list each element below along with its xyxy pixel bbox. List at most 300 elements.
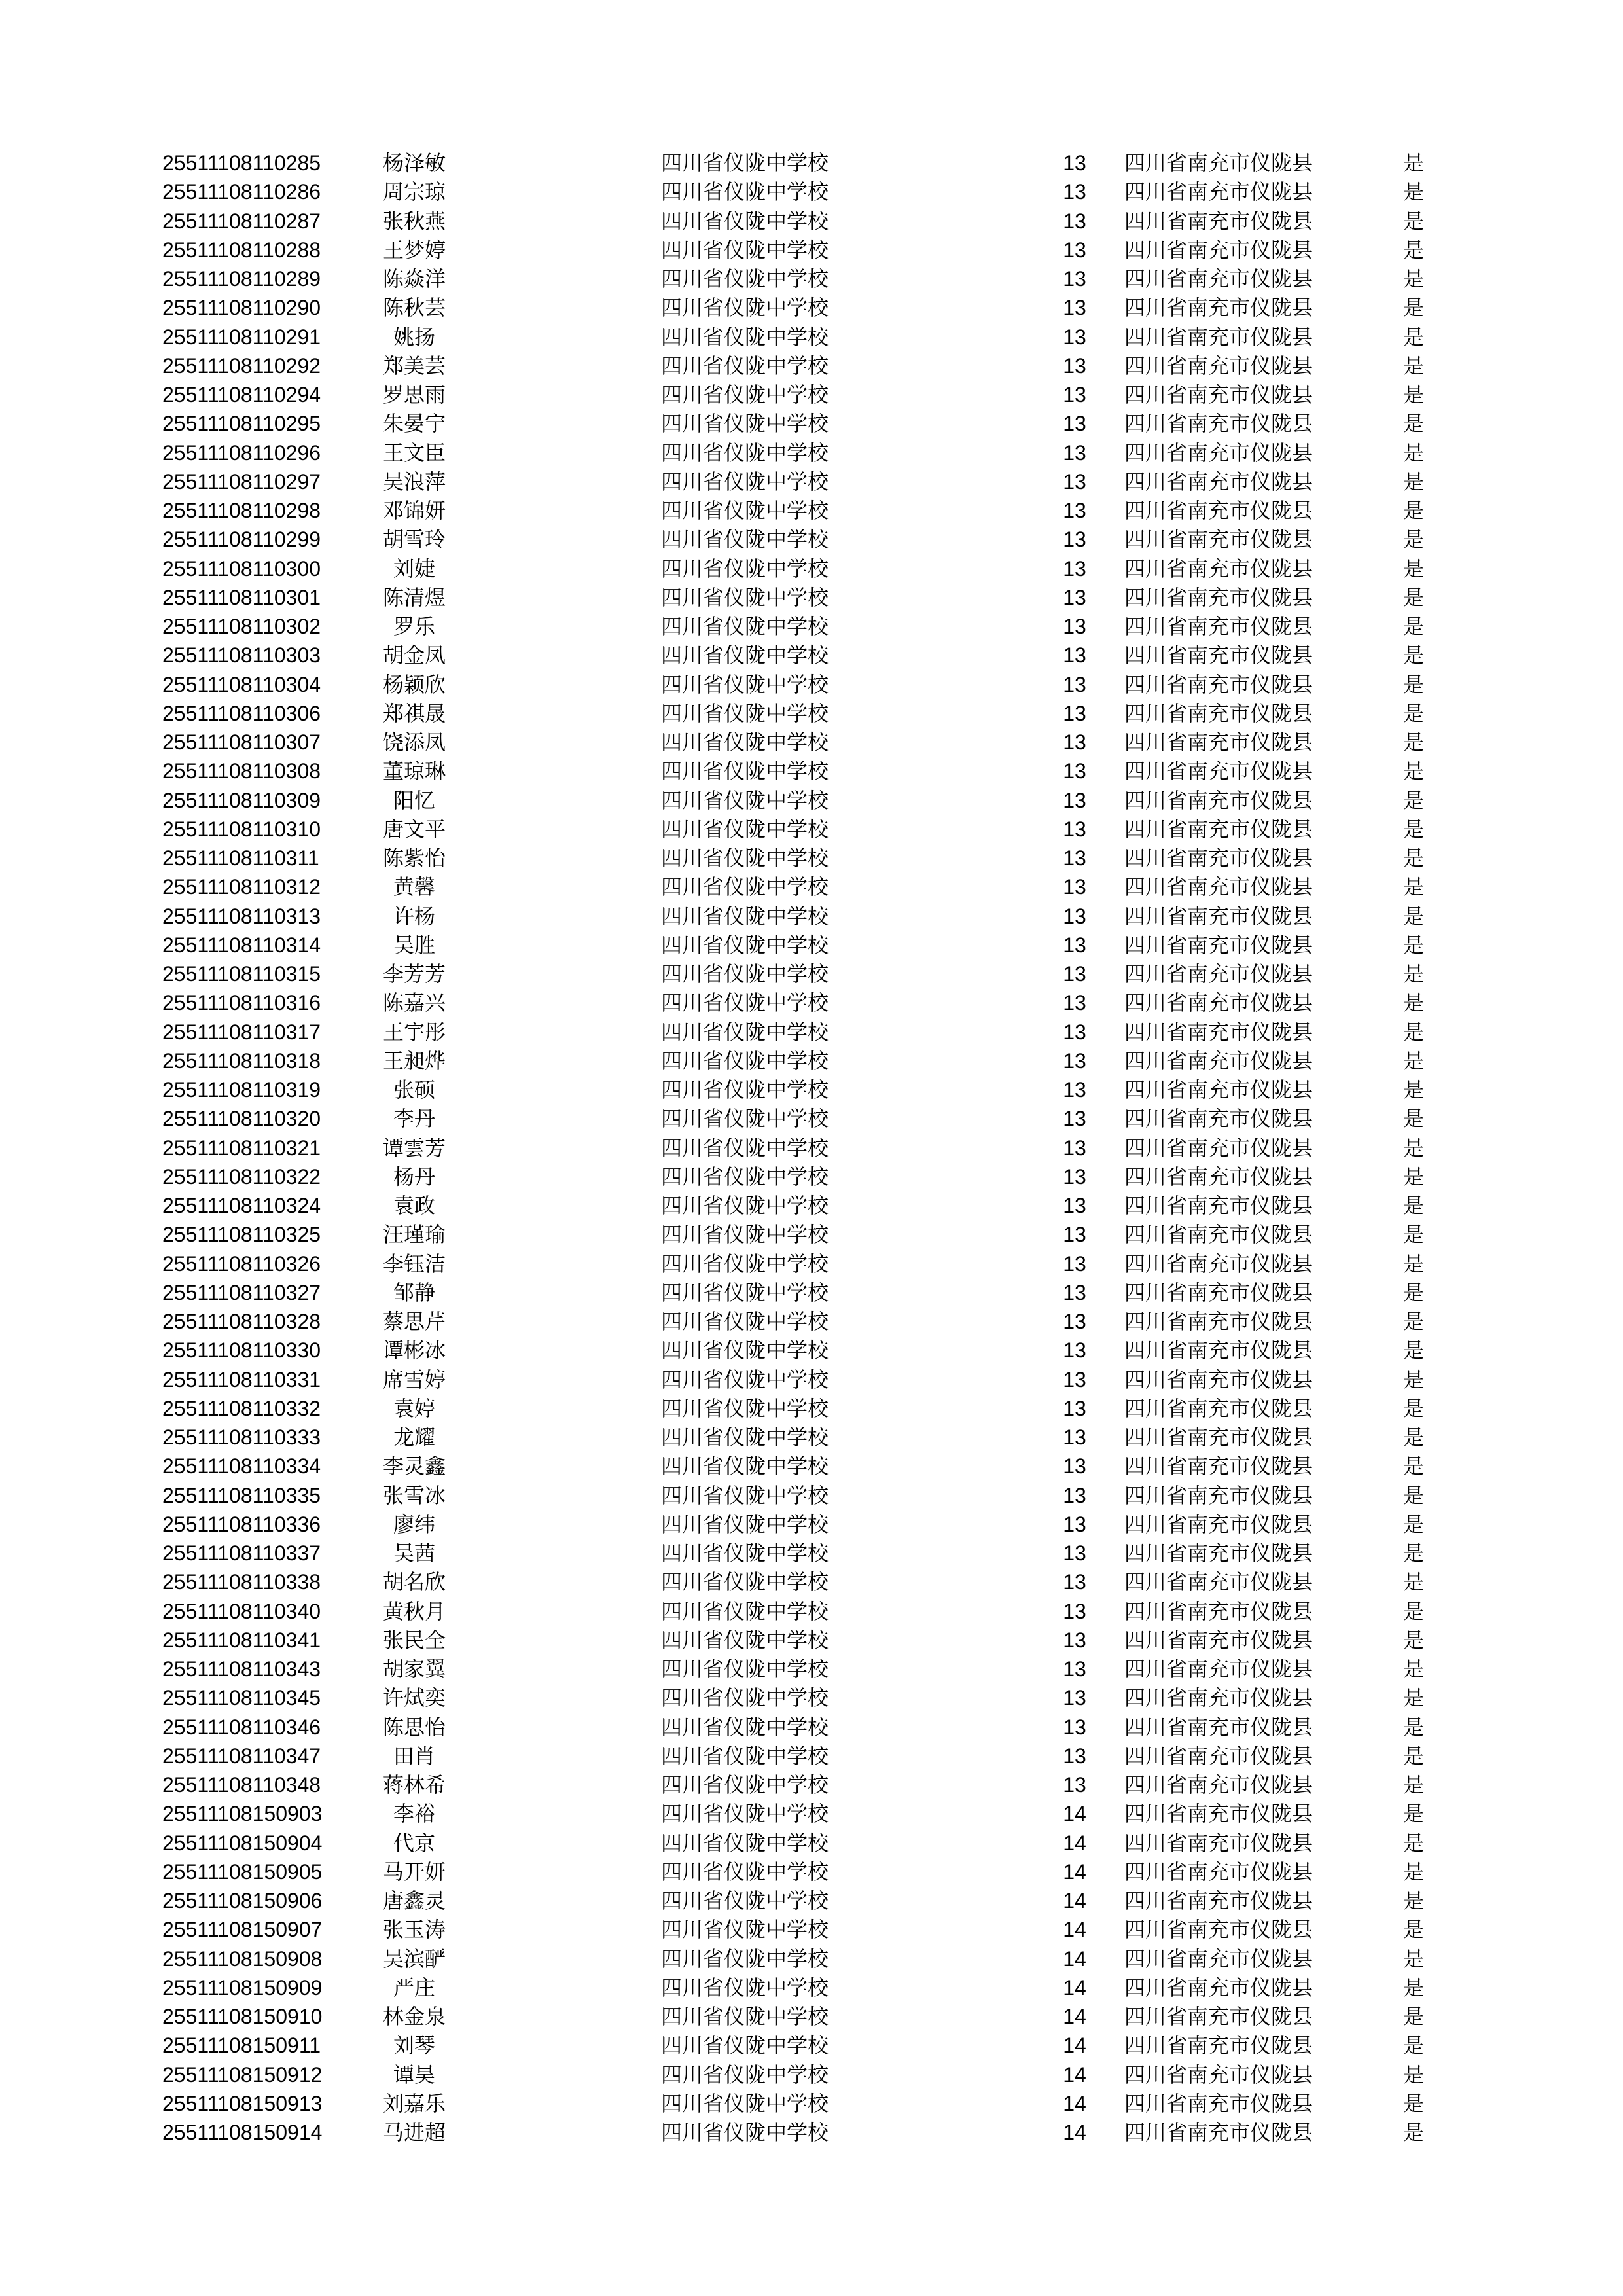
flag-cell: 是 (1403, 382, 1425, 407)
student-id-cell: 25511108110285 (162, 151, 321, 175)
code-cell: 13 (1063, 1599, 1086, 1623)
flag-cell: 是 (1403, 469, 1425, 494)
code-cell: 13 (1063, 788, 1086, 812)
student-table (0, 149, 1623, 2147)
student-id-cell: 25511108110287 (162, 209, 321, 233)
code-cell: 13 (1063, 353, 1086, 378)
code-cell: 13 (1063, 615, 1086, 638)
student-name-cell: 邓锦妍 (382, 498, 446, 523)
code-cell: 13 (1063, 1107, 1086, 1131)
school-cell: 四川省仪陇中学校 (661, 1222, 829, 1247)
school-cell: 四川省仪陇中学校 (661, 151, 829, 175)
student-id-cell: 25511108150909 (162, 1975, 323, 2000)
student-name-cell: 陈紫怡 (382, 846, 446, 870)
flag-cell: 是 (1403, 730, 1425, 755)
table-row (0, 1365, 1623, 1394)
region-cell: 四川省南充市仪陇县 (1124, 700, 1313, 726)
code-cell: 13 (1063, 1483, 1086, 1507)
code-cell: 13 (1063, 1280, 1086, 1304)
school-cell: 四川省仪陇中学校 (661, 1888, 829, 1913)
school-cell: 四川省仪陇中学校 (661, 1946, 829, 1971)
student-name-cell: 谭昊 (393, 2062, 435, 2087)
region-cell: 四川省南充市仪陇县 (1124, 1570, 1313, 1595)
school-cell: 四川省仪陇中学校 (661, 1482, 829, 1508)
table-row (0, 844, 1623, 872)
school-cell: 四川省仪陇中学校 (661, 1859, 829, 1884)
school-cell: 四川省仪陇中学校 (661, 1280, 829, 1305)
code-cell: 13 (1063, 1512, 1086, 1536)
region-cell: 四川省南充市仪陇县 (1124, 874, 1313, 900)
code-cell: 13 (1063, 730, 1086, 754)
code-cell: 13 (1063, 1194, 1086, 1217)
region-cell: 四川省南充市仪陇县 (1124, 816, 1313, 842)
code-cell: 13 (1063, 1338, 1086, 1363)
flag-cell: 是 (1403, 1338, 1425, 1363)
student-name-cell: 饶添凤 (382, 730, 446, 755)
code-cell: 13 (1063, 1251, 1086, 1276)
flag-cell: 是 (1403, 2062, 1425, 2087)
school-cell: 四川省仪陇中学校 (661, 1106, 829, 1132)
student-name-cell: 胡家翼 (382, 1657, 446, 1681)
code-cell: 14 (1063, 1802, 1086, 1826)
code-cell: 13 (1063, 759, 1086, 783)
student-name-cell: 杨丹 (393, 1164, 435, 1189)
flag-cell: 是 (1403, 1193, 1425, 1218)
flag-cell: 是 (1403, 295, 1425, 321)
table-row (0, 583, 1623, 612)
code-cell: 13 (1063, 296, 1086, 320)
student-id-cell: 25511108110319 (162, 1078, 321, 1102)
region-cell: 四川省南充市仪陇县 (1124, 440, 1313, 465)
student-id-cell: 25511108110328 (162, 1310, 321, 1333)
flag-cell: 是 (1403, 1395, 1425, 1421)
student-name-cell: 吴滨酽 (382, 1946, 446, 1971)
region-cell: 四川省南充市仪陇县 (1124, 1801, 1313, 1827)
student-name-cell: 王宇彤 (382, 1019, 446, 1045)
student-id-cell: 25511108150913 (162, 2091, 323, 2115)
student-id-cell: 25511108110295 (162, 412, 321, 436)
region-cell: 四川省南充市仪陇县 (1124, 1280, 1313, 1305)
region-cell: 四川省南充市仪陇县 (1124, 1511, 1313, 1537)
flag-cell: 是 (1403, 179, 1425, 205)
table-row (0, 2031, 1623, 2060)
student-name-cell: 张秋燕 (382, 208, 446, 234)
school-cell: 四川省仪陇中学校 (661, 1425, 829, 1450)
school-cell: 四川省仪陇中学校 (661, 1743, 829, 1768)
flag-cell: 是 (1403, 151, 1425, 175)
school-cell: 四川省仪陇中学校 (661, 1917, 829, 1943)
flag-cell: 是 (1403, 700, 1425, 726)
student-name-cell: 许杨 (393, 903, 435, 929)
student-name-cell: 张硕 (393, 1077, 435, 1102)
school-cell: 四川省仪陇中学校 (661, 787, 829, 813)
region-cell: 四川省南充市仪陇县 (1124, 961, 1313, 986)
region-cell: 四川省南充市仪陇县 (1124, 353, 1313, 378)
student-name-cell: 陈清煜 (382, 584, 446, 610)
table-row (0, 1829, 1623, 1857)
student-name-cell: 唐文平 (382, 816, 446, 842)
student-id-cell: 25511108110312 (162, 875, 321, 899)
table-row (0, 1626, 1623, 1655)
student-name-cell: 刘琴 (393, 2033, 435, 2058)
school-cell: 四川省仪陇中学校 (661, 1251, 829, 1276)
school-cell: 四川省仪陇中学校 (661, 2090, 829, 2116)
student-name-cell: 朱晏宁 (382, 411, 446, 437)
student-id-cell: 25511108110303 (162, 643, 321, 668)
school-cell: 四川省仪陇中学校 (661, 700, 829, 726)
student-name-cell: 李丹 (393, 1106, 435, 1132)
table-row (0, 1307, 1623, 1336)
school-cell: 四川省仪陇中学校 (661, 1801, 829, 1827)
school-cell: 四川省仪陇中学校 (661, 846, 829, 870)
student-id-cell: 25511108110336 (162, 1512, 321, 1536)
student-id-cell: 25511108110324 (162, 1194, 321, 1217)
flag-cell: 是 (1403, 411, 1425, 437)
student-name-cell: 张雪冰 (382, 1482, 446, 1508)
flag-cell: 是 (1403, 1106, 1425, 1132)
table-row (0, 2060, 1623, 2089)
code-cell: 13 (1063, 643, 1086, 668)
code-cell: 13 (1063, 180, 1086, 204)
table-row (0, 409, 1623, 438)
student-name-cell: 王文臣 (382, 440, 446, 465)
region-cell: 四川省南充市仪陇县 (1124, 614, 1313, 639)
region-cell: 四川省南充市仪陇县 (1124, 1946, 1313, 1971)
table-row (0, 1018, 1623, 1047)
school-cell: 四川省仪陇中学校 (661, 1772, 829, 1797)
table-row (0, 177, 1623, 206)
student-id-cell: 25511108150906 (162, 1889, 323, 1912)
school-cell: 四川省仪陇中学校 (661, 961, 829, 986)
school-cell: 四川省仪陇中学校 (661, 2033, 829, 2058)
student-name-cell: 袁政 (393, 1193, 435, 1218)
table-row (0, 931, 1623, 960)
flag-cell: 是 (1403, 932, 1425, 958)
region-cell: 四川省南充市仪陇县 (1124, 556, 1313, 581)
student-id-cell: 25511108110346 (162, 1715, 321, 1739)
region-cell: 四川省南充市仪陇县 (1124, 1309, 1313, 1334)
code-cell: 13 (1063, 469, 1086, 493)
school-cell: 四川省仪陇中学校 (661, 584, 829, 610)
table-row (0, 1915, 1623, 1944)
student-name-cell: 刘嘉乐 (382, 2090, 446, 2116)
code-cell: 13 (1063, 1078, 1086, 1102)
table-row (0, 641, 1623, 670)
flag-cell: 是 (1403, 846, 1425, 870)
student-name-cell: 李芳芳 (382, 961, 446, 986)
student-name-cell: 蔡思芹 (382, 1309, 446, 1334)
region-cell: 四川省南充市仪陇县 (1124, 527, 1313, 552)
flag-cell: 是 (1403, 874, 1425, 900)
flag-cell: 是 (1403, 1309, 1425, 1334)
region-cell: 四川省南充市仪陇县 (1124, 2033, 1313, 2058)
code-cell: 13 (1063, 209, 1086, 233)
flag-cell: 是 (1403, 787, 1425, 813)
student-id-cell: 25511108110288 (162, 238, 321, 262)
school-cell: 四川省仪陇中学校 (661, 1309, 829, 1334)
student-id-cell: 25511108110298 (162, 499, 321, 522)
region-cell: 四川省南充市仪陇县 (1124, 759, 1313, 784)
code-cell: 13 (1063, 383, 1086, 406)
student-id-cell: 25511108110300 (162, 556, 321, 581)
school-cell: 四川省仪陇中学校 (661, 1830, 829, 1856)
school-cell: 四川省仪陇中学校 (661, 759, 829, 784)
student-name-cell: 田肖 (393, 1743, 435, 1768)
code-cell: 13 (1063, 1454, 1086, 1479)
code-cell: 14 (1063, 1889, 1086, 1912)
student-id-cell: 25511108150907 (162, 1918, 323, 1942)
region-cell: 四川省南充市仪陇县 (1124, 1251, 1313, 1276)
table-row (0, 612, 1623, 641)
flag-cell: 是 (1403, 1743, 1425, 1768)
student-name-cell: 代京 (393, 1830, 435, 1856)
student-id-cell: 25511108150904 (162, 1831, 323, 1855)
flag-cell: 是 (1403, 1280, 1425, 1305)
code-cell: 13 (1063, 1570, 1086, 1594)
table-row (0, 1742, 1623, 1770)
region-cell: 四川省南充市仪陇县 (1124, 237, 1313, 262)
student-id-cell: 25511108110296 (162, 440, 321, 465)
code-cell: 13 (1063, 1744, 1086, 1768)
student-id-cell: 25511108110320 (162, 1107, 321, 1131)
flag-cell: 是 (1403, 1685, 1425, 1711)
student-name-cell: 董琼琳 (382, 759, 446, 784)
table-row (0, 1047, 1623, 1075)
code-cell: 13 (1063, 1020, 1086, 1044)
region-cell: 四川省南充市仪陇县 (1124, 1367, 1313, 1392)
student-name-cell: 胡雪玲 (382, 527, 446, 552)
region-cell: 四川省南充市仪陇县 (1124, 1454, 1313, 1479)
student-name-cell: 龙耀 (393, 1425, 435, 1450)
region-cell: 四川省南充市仪陇县 (1124, 2062, 1313, 2087)
region-cell: 四川省南充市仪陇县 (1124, 1425, 1313, 1450)
table-row (0, 1481, 1623, 1510)
student-name-cell: 胡名欣 (382, 1570, 446, 1595)
school-cell: 四川省仪陇中学校 (661, 1657, 829, 1681)
student-id-cell: 25511108110289 (162, 267, 321, 291)
school-cell: 四川省仪陇中学校 (661, 1367, 829, 1392)
school-cell: 四川省仪陇中学校 (661, 816, 829, 842)
student-name-cell: 林金泉 (382, 2004, 446, 2029)
student-id-cell: 25511108110317 (162, 1020, 321, 1044)
table-row (0, 1655, 1623, 1683)
flag-cell: 是 (1403, 1511, 1425, 1537)
region-cell: 四川省南充市仪陇县 (1124, 1106, 1313, 1132)
region-cell: 四川省南充市仪陇县 (1124, 1772, 1313, 1797)
code-cell: 13 (1063, 528, 1086, 552)
region-cell: 四川省南充市仪陇县 (1124, 1917, 1313, 1943)
school-cell: 四川省仪陇中学校 (661, 469, 829, 494)
flag-cell: 是 (1403, 816, 1425, 842)
code-cell: 13 (1063, 1049, 1086, 1073)
student-name-cell: 邹静 (393, 1280, 435, 1305)
code-cell: 14 (1063, 2091, 1086, 2115)
flag-cell: 是 (1403, 1425, 1425, 1450)
code-cell: 13 (1063, 1223, 1086, 1247)
region-cell: 四川省南充市仪陇县 (1124, 179, 1313, 205)
student-name-cell: 李钰洁 (382, 1251, 446, 1276)
student-id-cell: 25511108110338 (162, 1570, 321, 1594)
flag-cell: 是 (1403, 1859, 1425, 1884)
student-id-cell: 25511108110294 (162, 383, 321, 406)
table-row (0, 1394, 1623, 1423)
region-cell: 四川省南充市仪陇县 (1124, 266, 1313, 291)
flag-cell: 是 (1403, 1251, 1425, 1276)
school-cell: 四川省仪陇中学校 (661, 1598, 829, 1624)
student-id-cell: 25511108110316 (162, 991, 321, 1015)
flag-cell: 是 (1403, 1482, 1425, 1508)
table-row (0, 1683, 1623, 1712)
student-id-cell: 25511108110308 (162, 759, 321, 783)
region-cell: 四川省南充市仪陇县 (1124, 1685, 1313, 1711)
flag-cell: 是 (1403, 1048, 1425, 1073)
school-cell: 四川省仪陇中学校 (661, 1019, 829, 1045)
school-cell: 四川省仪陇中学校 (661, 1454, 829, 1479)
region-cell: 四川省南充市仪陇县 (1124, 208, 1313, 234)
school-cell: 四川省仪陇中学校 (661, 411, 829, 437)
table-row (0, 1278, 1623, 1307)
table-row (0, 1452, 1623, 1480)
code-cell: 14 (1063, 2005, 1086, 2028)
student-id-cell: 25511108150910 (162, 2005, 323, 2028)
student-id-cell: 25511108150912 (162, 2062, 323, 2087)
flag-cell: 是 (1403, 1917, 1425, 1943)
student-name-cell: 周宗琼 (382, 179, 446, 205)
flag-cell: 是 (1403, 2090, 1425, 2116)
student-id-cell: 25511108110347 (162, 1744, 321, 1768)
region-cell: 四川省南充市仪陇县 (1124, 1135, 1313, 1160)
code-cell: 13 (1063, 1686, 1086, 1710)
school-cell: 四川省仪陇中学校 (661, 1627, 829, 1653)
school-cell: 四川省仪陇中学校 (661, 295, 829, 321)
flag-cell: 是 (1403, 903, 1425, 929)
region-cell: 四川省南充市仪陇县 (1124, 1743, 1313, 1768)
region-cell: 四川省南充市仪陇县 (1124, 1888, 1313, 1913)
region-cell: 四川省南充市仪陇县 (1124, 1338, 1313, 1363)
code-cell: 13 (1063, 904, 1086, 928)
student-id-cell: 25511108110318 (162, 1049, 321, 1073)
student-id-cell: 25511108110315 (162, 962, 321, 986)
student-name-cell: 李裕 (393, 1801, 435, 1827)
code-cell: 13 (1063, 556, 1086, 581)
code-cell: 14 (1063, 2034, 1086, 2058)
flag-cell: 是 (1403, 1222, 1425, 1247)
table-row (0, 699, 1623, 728)
code-cell: 13 (1063, 991, 1086, 1015)
school-cell: 四川省仪陇中学校 (661, 2004, 829, 2029)
student-name-cell: 郑祺晟 (382, 700, 446, 726)
region-cell: 四川省南充市仪陇县 (1124, 1830, 1313, 1856)
region-cell: 四川省南充市仪陇县 (1124, 295, 1313, 321)
student-id-cell: 25511108110314 (162, 933, 321, 957)
student-id-cell: 25511108110291 (162, 325, 321, 349)
school-cell: 四川省仪陇中学校 (661, 1714, 829, 1740)
student-name-cell: 吴浪萍 (382, 469, 446, 494)
flag-cell: 是 (1403, 1135, 1425, 1160)
flag-cell: 是 (1403, 353, 1425, 378)
student-name-cell: 许烒奕 (382, 1685, 446, 1711)
table-row (0, 380, 1623, 409)
code-cell: 13 (1063, 1426, 1086, 1449)
code-cell: 13 (1063, 846, 1086, 870)
table-row (0, 2002, 1623, 2031)
flag-cell: 是 (1403, 1888, 1425, 1913)
school-cell: 四川省仪陇中学校 (661, 614, 829, 639)
code-cell: 13 (1063, 1541, 1086, 1565)
code-cell: 14 (1063, 1918, 1086, 1942)
table-row (0, 1568, 1623, 1596)
student-id-cell: 25511108110292 (162, 353, 321, 378)
code-cell: 13 (1063, 151, 1086, 175)
region-cell: 四川省南充市仪陇县 (1124, 584, 1313, 610)
school-cell: 四川省仪陇中学校 (661, 324, 829, 350)
code-cell: 13 (1063, 267, 1086, 291)
student-id-cell: 25511108110345 (162, 1686, 321, 1710)
region-cell: 四川省南充市仪陇县 (1124, 990, 1313, 1016)
code-cell: 14 (1063, 2062, 1086, 2087)
student-name-cell: 罗乐 (393, 614, 435, 639)
student-id-cell: 25511108110348 (162, 1773, 321, 1797)
table-row (0, 525, 1623, 554)
region-cell: 四川省南充市仪陇县 (1124, 932, 1313, 958)
school-cell: 四川省仪陇中学校 (661, 1975, 829, 2000)
school-cell: 四川省仪陇中学校 (661, 1048, 829, 1073)
school-cell: 四川省仪陇中学校 (661, 990, 829, 1016)
school-cell: 四川省仪陇中学校 (661, 1541, 829, 1566)
region-cell: 四川省南充市仪陇县 (1124, 1222, 1313, 1247)
region-cell: 四川省南充市仪陇县 (1124, 1048, 1313, 1073)
student-id-cell: 25511108150905 (162, 1859, 323, 1884)
region-cell: 四川省南充市仪陇县 (1124, 672, 1313, 697)
table-row (0, 960, 1623, 988)
region-cell: 四川省南充市仪陇县 (1124, 1975, 1313, 2000)
region-cell: 四川省南充市仪陇县 (1124, 1019, 1313, 1045)
student-name-cell: 蒋林希 (382, 1772, 446, 1797)
code-cell: 13 (1063, 1367, 1086, 1391)
student-id-cell: 25511108110313 (162, 904, 321, 928)
student-name-cell: 严庄 (393, 1975, 435, 2000)
student-name-cell: 王梦婷 (382, 237, 446, 262)
school-cell: 四川省仪陇中学校 (661, 498, 829, 523)
flag-cell: 是 (1403, 643, 1425, 668)
student-id-cell: 25511108110330 (162, 1338, 321, 1363)
student-id-cell: 25511108110322 (162, 1164, 321, 1189)
student-id-cell: 25511108110334 (162, 1454, 321, 1479)
code-cell: 13 (1063, 1773, 1086, 1797)
flag-cell: 是 (1403, 584, 1425, 610)
code-cell: 13 (1063, 412, 1086, 436)
region-cell: 四川省南充市仪陇县 (1124, 469, 1313, 494)
table-row (0, 872, 1623, 901)
school-cell: 四川省仪陇中学校 (661, 643, 829, 668)
student-id-cell: 25511108110343 (162, 1657, 321, 1681)
student-name-cell: 黄秋月 (382, 1598, 446, 1624)
student-id-cell: 25511108110326 (162, 1251, 321, 1276)
student-name-cell: 汪瑾瑜 (382, 1222, 446, 1247)
region-cell: 四川省南充市仪陇县 (1124, 1395, 1313, 1421)
student-id-cell: 25511108110341 (162, 1628, 321, 1652)
school-cell: 四川省仪陇中学校 (661, 208, 829, 234)
flag-cell: 是 (1403, 2033, 1425, 2058)
flag-cell: 是 (1403, 556, 1425, 581)
flag-cell: 是 (1403, 208, 1425, 234)
school-cell: 四川省仪陇中学校 (661, 730, 829, 755)
code-cell: 13 (1063, 325, 1086, 349)
school-cell: 四川省仪陇中学校 (661, 2120, 829, 2145)
school-cell: 四川省仪陇中学校 (661, 932, 829, 958)
flag-cell: 是 (1403, 1801, 1425, 1827)
table-row (0, 2089, 1623, 2118)
